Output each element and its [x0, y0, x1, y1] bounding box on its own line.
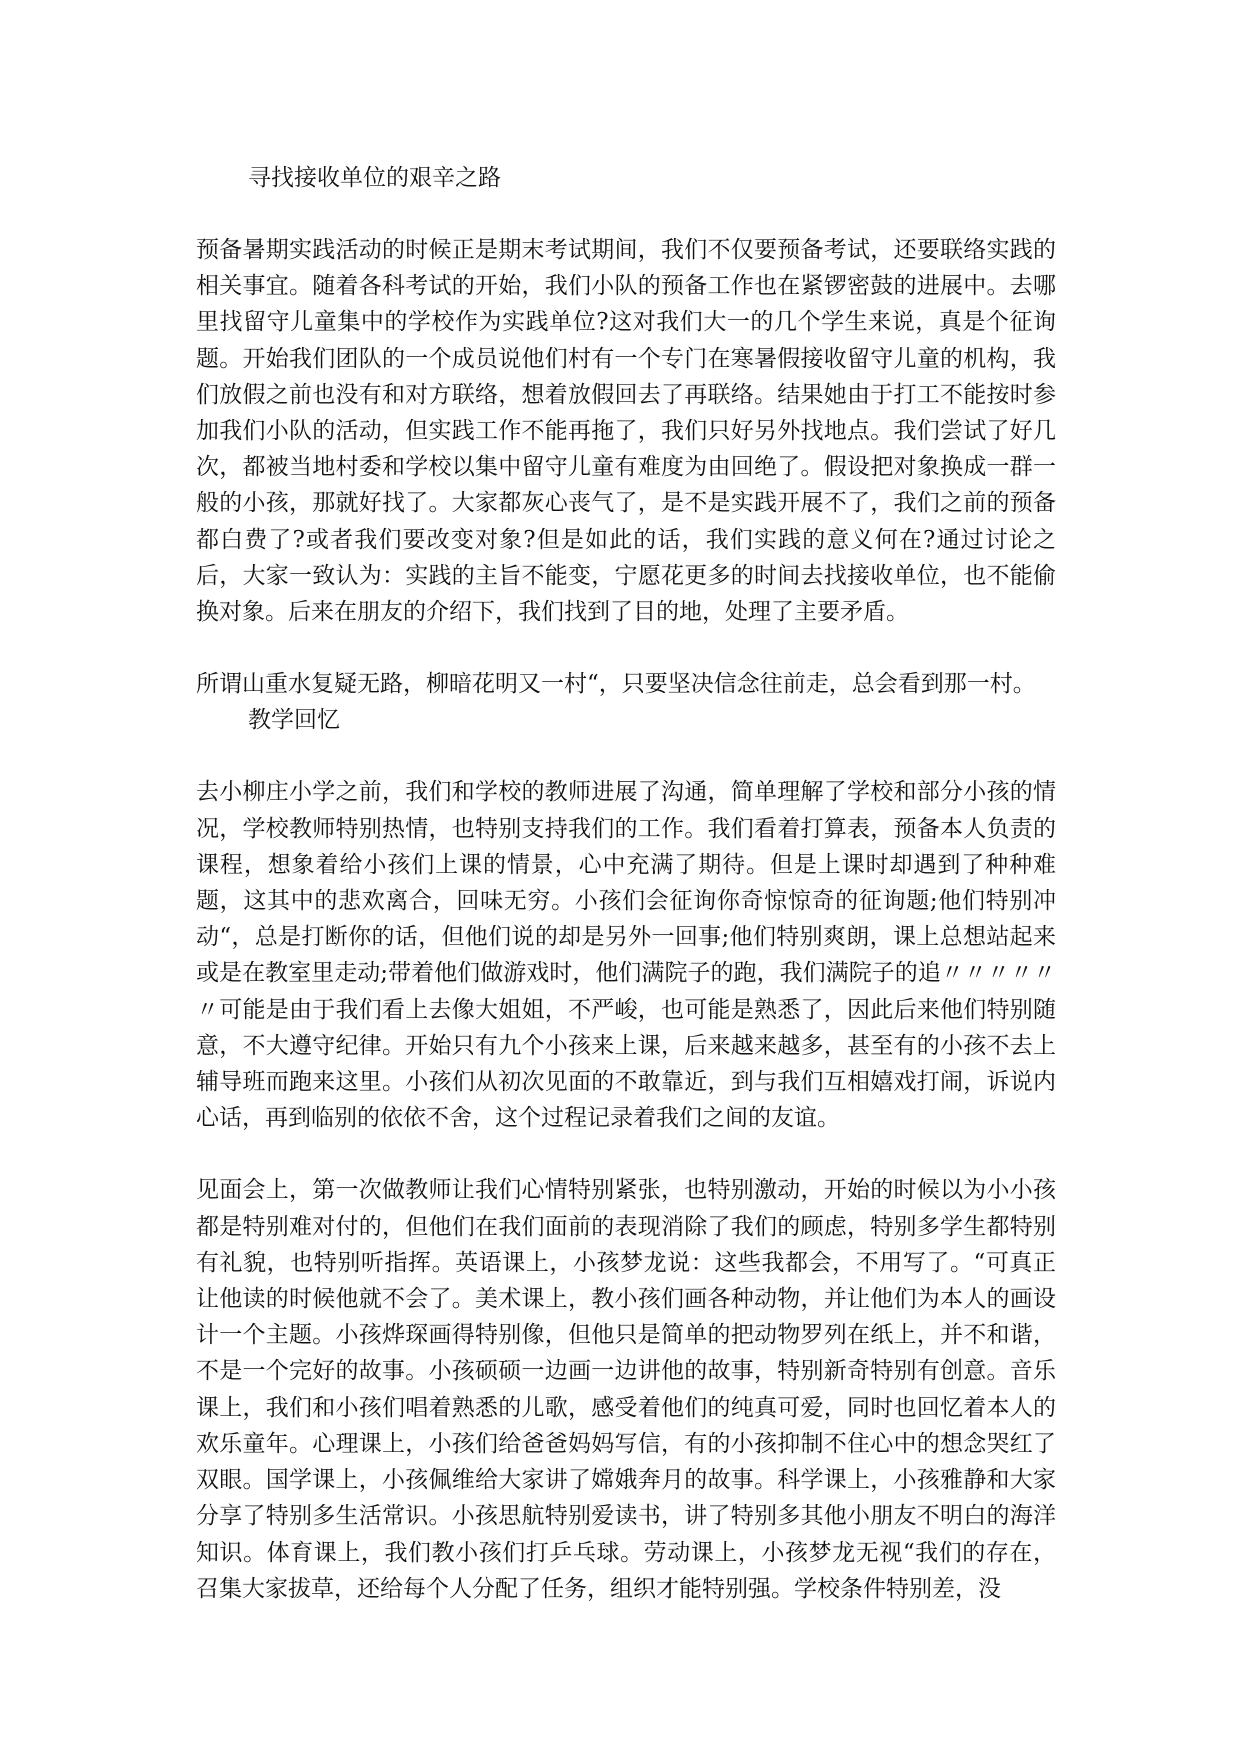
spacer	[196, 1136, 1056, 1172]
paragraph-preparation: 预备暑期实践活动的时候正是期末考试期间，我们不仅要预备考试，还要联络实践的相关事宜。随着各科考试的开始，我们小队的预备工作也在紧锣密鼓的进展中。去哪里找留守儿童集中的学校作为实践单位?这对我们大一的几个学生来说，真是个征询题。开始我们团队的一个成员说他们村有一个专门在寒暑假接收留守儿童的机构，我们放假之前也没有和对方联络，想着放假回去了再联络。结果她由于打工不能按时参加我们小队的活动，但实践工作不能再拖了，我们只好另外找地点。我们尝试了好几次，都被当地村委和学校以集中留守儿童有难度为由回绝了。假设把对象换成一群一般的小孩，那就好找了。大家都灰心丧气了，是不是实践开展不了，我们之前的预备都白费了?或者我们要改变对象?但是如此的话，我们实践的意义何在?通过讨论之后，大家一致认为：实践的主旨不能变，宁愿花更多的时间去找接收单位，也不能偷换对象。后来在朋友的介绍下，我们找到了目的地，处理了主要矛盾。	[196, 237, 1056, 626]
section-heading-teaching: 教学回忆	[248, 707, 340, 734]
spacer	[196, 738, 1056, 774]
paragraph-first-meeting: 见面会上，第一次做教师让我们心情特别紧张，也特别激动，开始的时候以为小小孩都是特别难对付的，但他们在我们面前的表现消除了我们的顾虑，特别多学生都特别有礼貌，也特别听指挥。英语课上，小孩梦龙说：这些我都会，不用写了。“可真正让他读的时候他就不会了。美术课上，教小孩们画各种动物，并让他们为本人的画设计一个主题。小孩烨琛画得特别像，但他只是简单的把动物罗列在纸上，并不和谐，不是一个完好的故事。小孩硕硕一边画一边讲他的故事，特别新奇特别有创意。音乐课上，我们和小孩们唱着熟悉的儿歌，感受着他们的纯真可爱，同时也回忆着本人的欢乐童年。心理课上，小孩们给爸爸妈妈写信，有的小孩抑制不住心中的想念哭红了双眼。国学课上，小孩佩维给大家讲了嫦娥奔月的故事。科学课上，小孩雅静和大家分享了特别多生活常识。小孩思航特别爱读书，讲了特别多其他小朋友不明白的海洋知识。体育课上，我们教小孩们打乒乓球。劳动课上，小孩梦龙无视“我们的存在，召集大家拔草，还给每个人分配了任务，组织才能特别强。学校条件特别差，没	[196, 1177, 1056, 1602]
document-page	[196, 150, 1056, 1607]
spacer	[196, 630, 1056, 666]
section-heading-search: 寻找接收单位的艰辛之路	[248, 165, 501, 191]
paragraph-school-visit: 去小柳庄小学之前，我们和学校的教师进展了沟通，简单理解了学校和部分小孩的情况，学校教师特别热情，也特别支持我们的工作。我们看着打算表，预备本人负责的课程，想象着给小孩们上课的情景，心中充满了期待。但是上课时却遇到了种种难题，这其中的悲欢离合，回味无穷。小孩们会征询你奇惊惊奇的征询题;他们特别冲动“，总是打断你的话，但他们说的却是另外一回事;他们特别爽朗，课上总想站起来或是在教室里走动;带着他们做游戏时，他们满院子的跑，我们满院子的追〃〃〃〃〃〃可能是由于我们看上去像大姐姐，不严峻，也可能是熟悉了，因此后来他们特别随意，不大遵守纪律。开始只有九个小孩来上课，后来越来越多，甚至有的小孩不去上辅导班而跑来这里。小孩们从初次见面的不敢靠近，到与我们互相嬉戏打闹，诉说内心话，再到临别的依依不舍，这个过程记录着我们之间的友谊。	[196, 779, 1056, 1132]
paragraph-proverb: 所谓山重水复疑无路，柳暗花明又一村“，只要坚决信念往前走，总会看到那一村。	[196, 671, 1036, 698]
spacer	[196, 196, 1056, 232]
